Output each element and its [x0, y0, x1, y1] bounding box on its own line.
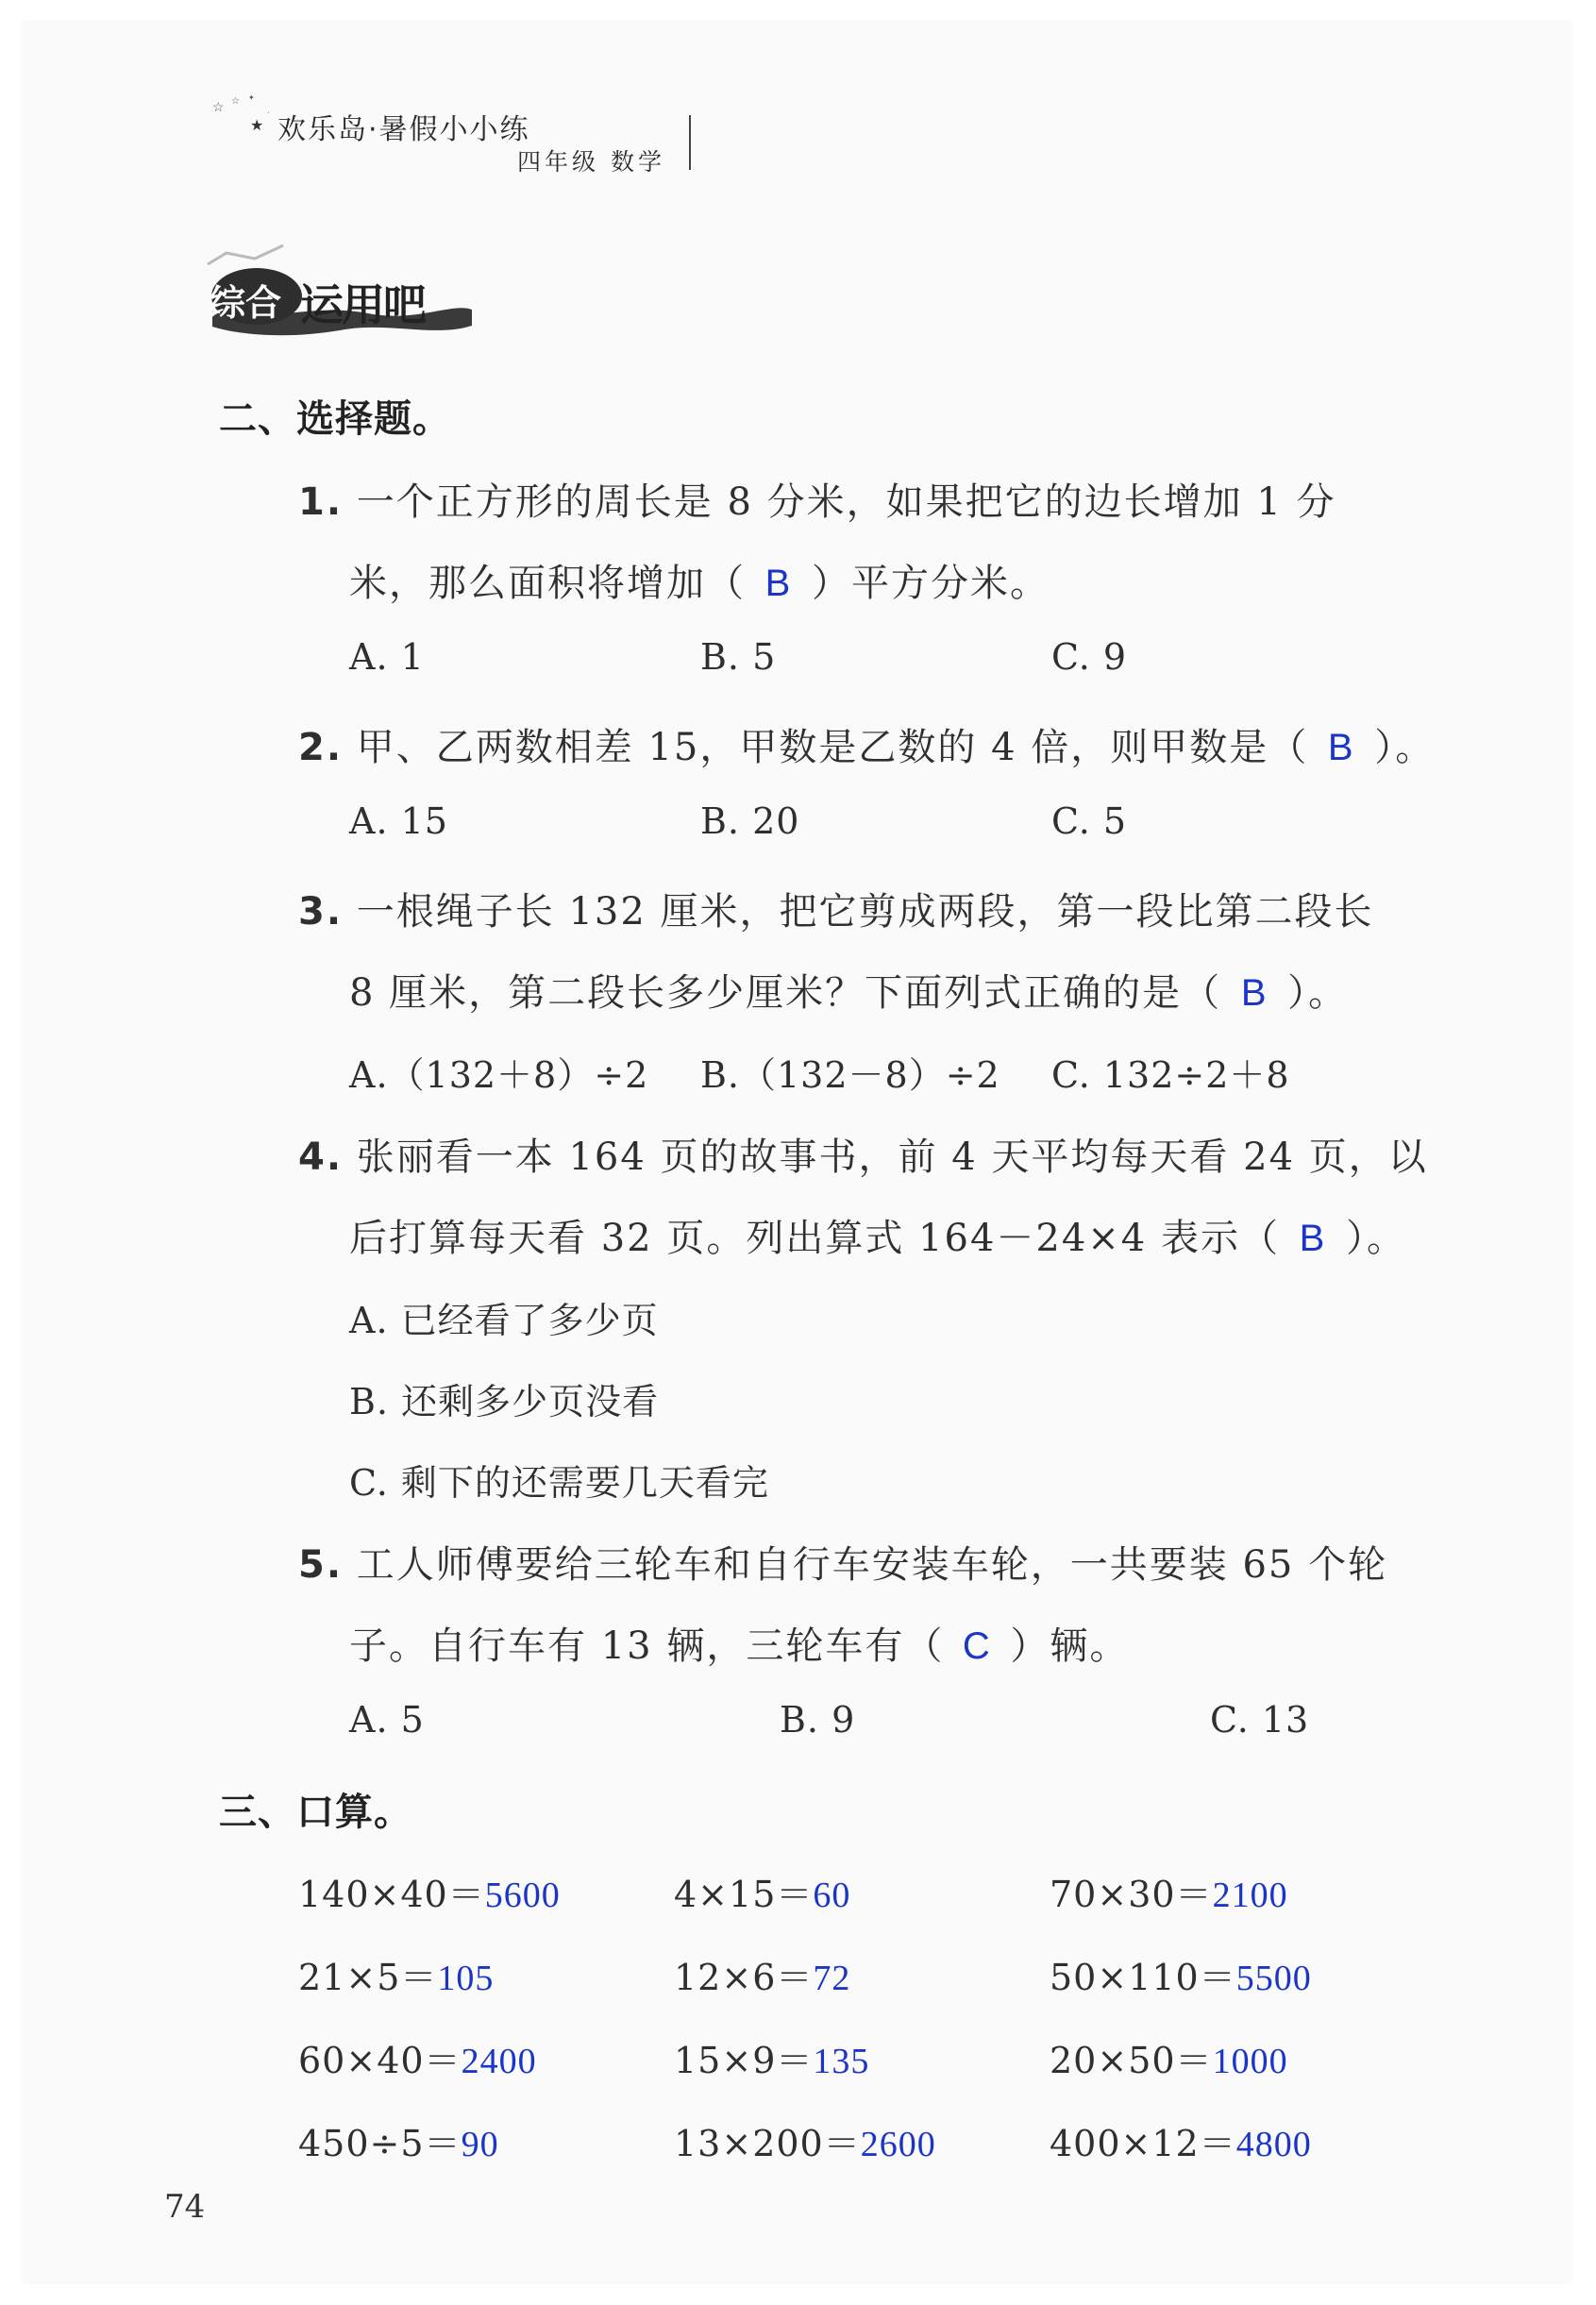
page-number: 74: [164, 2188, 206, 2226]
calc-expression: 60×40＝: [298, 2040, 462, 2081]
answer-mark: B: [1240, 972, 1268, 1014]
option-c: C. 5: [1051, 800, 1128, 842]
option-a: A. 已经看了多少页: [349, 1300, 659, 1341]
question-1-line-1: [298, 472, 1336, 526]
question-text: 后打算每天看 32 页。列出算式 164－24×4 表示（: [349, 1217, 1280, 1260]
question-text: 甲、乙两数相差 15，甲数是乙数的 4 倍，则甲数是（: [356, 726, 1309, 769]
calc-result: 72: [813, 1959, 851, 1998]
question-3-line-1: [298, 882, 1374, 935]
option-a: A. 5: [349, 1699, 425, 1741]
option-b: B. 9: [780, 1699, 856, 1741]
question-text: ）平方分米。: [812, 562, 1050, 605]
calc-expression: 13×200＝: [674, 2123, 861, 2164]
calc-expression: 140×40＝: [298, 1874, 485, 1915]
calc-expression: 50×110＝: [1050, 1957, 1236, 1998]
calc-item: [298, 2114, 499, 2166]
question-text: 工人师傅要给三轮车和自行车安装车轮，一共要装 65 个轮: [356, 1543, 1388, 1587]
option-a: A. 1: [349, 636, 425, 678]
calc-expression: 400×12＝: [1050, 2123, 1236, 2164]
svg-text:☆: ☆: [212, 100, 225, 115]
calc-result: 5500: [1235, 1959, 1312, 1998]
option-c: C. 9: [1051, 636, 1128, 678]
badge-label-a: 综合: [210, 282, 282, 324]
question-3-line-2: [349, 963, 1348, 1017]
calc-item: [1050, 1865, 1288, 1917]
header-title: 欢乐岛·暑假小小练: [277, 113, 530, 146]
question-text: 张丽看一本 164 页的故事书，前 4 天平均每天看 24 页，以: [356, 1136, 1428, 1179]
calc-expression: 70×30＝: [1050, 1874, 1213, 1915]
svg-text:☆: ☆: [231, 96, 240, 107]
question-4-line-2: [349, 1208, 1406, 1262]
question-text: ）。: [1374, 726, 1436, 769]
question-text: 一个正方形的周长是 8 分米，如果把它的边长增加 1 分: [356, 480, 1336, 524]
section-title-choice: 二、选择题。: [219, 397, 451, 441]
calc-item: [1050, 1948, 1312, 2000]
calc-item: [674, 1865, 850, 1917]
badge-label-b: 运用吧: [300, 279, 425, 330]
question-text: ）。: [1345, 1217, 1406, 1260]
question-number: 4.: [298, 1136, 344, 1179]
calc-result: 5600: [484, 1876, 561, 1915]
question-4-line-1: [298, 1127, 1428, 1181]
calc-result: 1000: [1212, 2042, 1288, 2081]
calc-expression: 15×9＝: [674, 2040, 814, 2081]
option-b: B. 20: [700, 800, 800, 842]
question-5-line-2: [349, 1616, 1129, 1670]
calc-item: [674, 2114, 936, 2166]
calc-expression: 21×5＝: [298, 1957, 438, 1998]
question-text: 8 厘米，第二段长多少厘米？下面列式正确的是（: [349, 971, 1222, 1015]
question-1-line-2: [349, 553, 1050, 607]
calc-expression: 12×6＝: [674, 1957, 814, 1998]
option-b: B. 还剩多少页没看: [349, 1381, 660, 1422]
calc-result: 2400: [461, 2042, 537, 2081]
calc-result: 2100: [1212, 1876, 1288, 1915]
question-text: ）辆。: [1010, 1624, 1130, 1668]
option-a: A. 15: [349, 800, 448, 842]
calc-result: 105: [437, 1959, 495, 1998]
answer-mark: C: [962, 1625, 992, 1667]
question-text: 米，那么面积将增加（: [349, 562, 746, 605]
option-c: C. 13: [1210, 1699, 1310, 1741]
calc-item: [1050, 2114, 1312, 2166]
calc-expression: 20×50＝: [1050, 2040, 1213, 2081]
question-5-line-1: [298, 1535, 1387, 1589]
calc-result: 60: [813, 1876, 851, 1915]
svg-text:★: ★: [250, 116, 264, 134]
question-number: 2.: [298, 726, 344, 769]
section-title-mental-math: 三、口算。: [219, 1791, 412, 1834]
calc-item: [674, 1948, 850, 2000]
calc-result: 2600: [860, 2125, 936, 2164]
question-number: 3.: [298, 890, 344, 934]
stars-icon: [212, 91, 278, 138]
calc-item: [298, 2031, 537, 2083]
header-subtitle: 四年级 数学: [517, 148, 665, 176]
question-text: 一根绳子长 132 厘米，把它剪成两段，第一段比第二段长: [356, 890, 1374, 934]
svg-text:·: ·: [267, 109, 270, 117]
calc-expression: 450÷5＝: [298, 2123, 462, 2164]
calc-item: [1050, 2031, 1288, 2083]
calc-result: 135: [813, 2042, 870, 2081]
option-c: C. 剩下的还需要几天看完: [349, 1462, 769, 1504]
calc-item: [674, 2031, 869, 2083]
calc-expression: 4×15＝: [674, 1874, 814, 1915]
calc-item: [298, 1948, 494, 2000]
option-a: A.（132＋8）÷2: [349, 1054, 649, 1096]
answer-mark: B: [764, 563, 793, 604]
answer-mark: B: [1327, 727, 1355, 768]
header-divider: [689, 115, 691, 170]
calc-item: [298, 1865, 561, 1917]
answer-mark: B: [1299, 1218, 1327, 1259]
question-text: ）。: [1287, 971, 1349, 1015]
question-text: 子。自行车有 13 辆，三轮车有（: [349, 1624, 945, 1668]
question-number: 5.: [298, 1543, 344, 1587]
option-b: B.（132－8）÷2: [700, 1054, 1000, 1096]
question-number: 1.: [298, 480, 344, 524]
calc-result: 90: [461, 2125, 499, 2164]
question-2-line-1: [298, 717, 1435, 771]
svg-text:✦: ✦: [248, 93, 255, 102]
option-c: C. 132÷2＋8: [1051, 1054, 1290, 1096]
option-b: B. 5: [700, 636, 777, 678]
calc-result: 4800: [1235, 2125, 1312, 2164]
